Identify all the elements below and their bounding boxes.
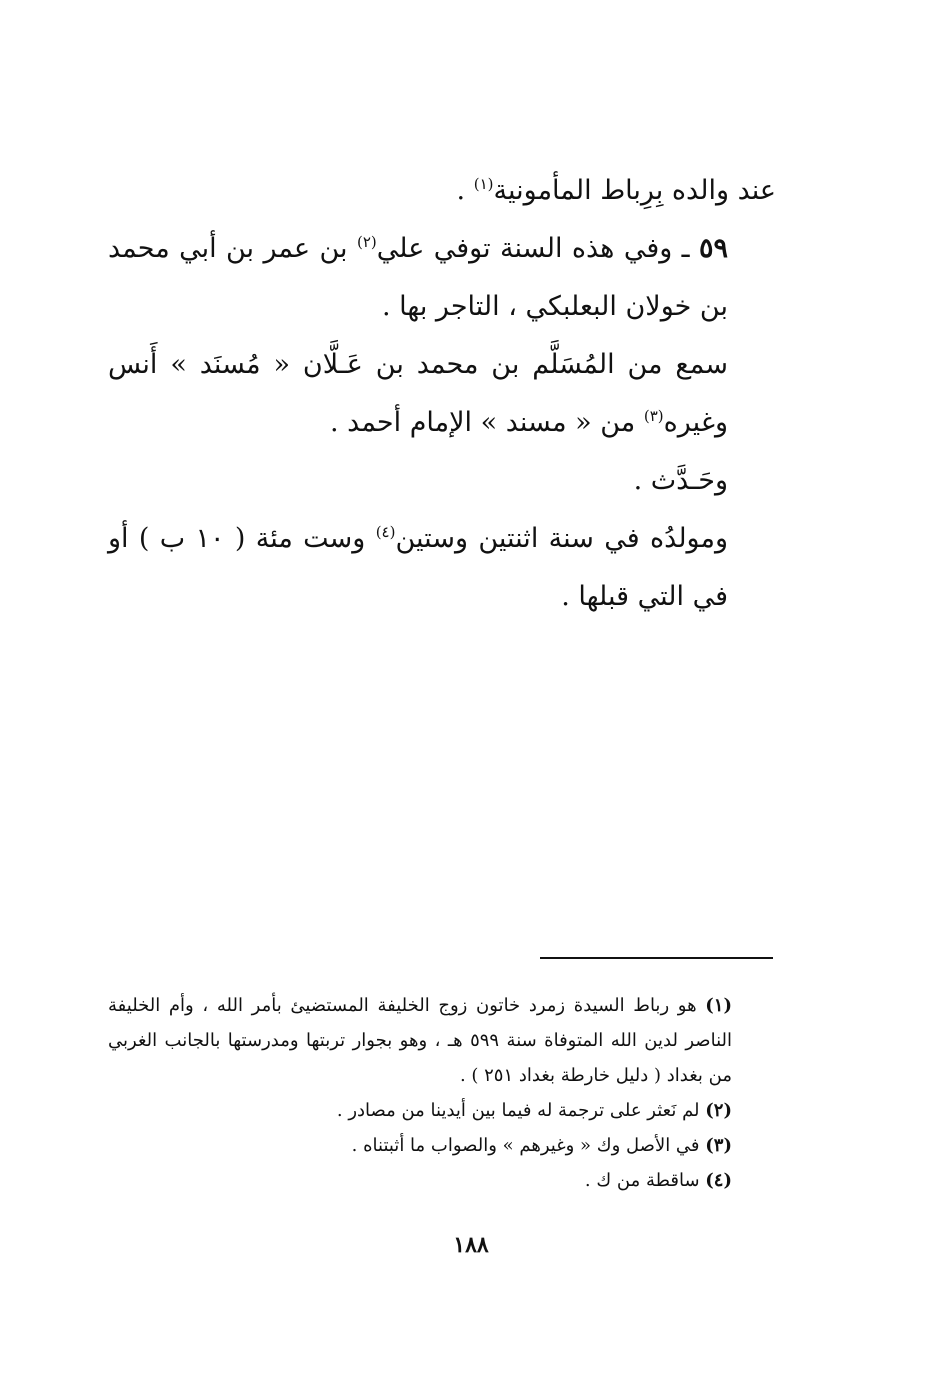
footnote-1 xyxy=(108,988,776,1093)
sami-paragraph xyxy=(108,336,776,452)
haddath-paragraph xyxy=(108,452,776,510)
mawlid-text-part2: وست مئة ( ١٠ ب ) أو في التي قبلها . xyxy=(108,523,728,612)
mawlid-paragraph xyxy=(108,510,776,626)
entry-text-part2: بن عمر بن أبي محمد بن خولان البعلبكي ، التاجر بها . xyxy=(108,233,728,322)
intro-end: . xyxy=(456,175,474,206)
entry-text-part1: ـ وفي هذه السنة توفي علي xyxy=(376,233,699,264)
footnote-4 xyxy=(108,1163,776,1198)
page-number: ١٨٨ xyxy=(453,1232,489,1258)
footnote-3-text: في الأصل وك « وغيرهم » والصواب ما أثبتناه . xyxy=(351,1135,706,1156)
footnote-2 xyxy=(108,1093,776,1128)
sami-text-part1: سمع من المُسَلَّم بن محمد بن عَـلَّان « مُسنَد » أَنس وغيره xyxy=(108,349,728,438)
footnote-divider xyxy=(540,957,773,959)
main-text xyxy=(108,162,776,626)
intro-paragraph xyxy=(108,162,776,220)
footnotes-section xyxy=(108,988,776,1198)
intro-line: عند والده بِرِباط المأمونية xyxy=(493,175,776,206)
footnote-2-text: لم نَعثر على ترجمة له فيما بين أيدينا من مصادر . xyxy=(336,1100,706,1121)
entry-paragraph xyxy=(108,220,776,336)
haddath-text: وحَـدَّث . xyxy=(633,465,728,496)
footnote-ref-1: (١) xyxy=(473,175,494,193)
footnote-3 xyxy=(108,1128,776,1163)
footnote-ref-3: (٣) xyxy=(643,407,664,425)
footnote-1-number: (١) xyxy=(705,995,732,1016)
footnote-ref-2: (٢) xyxy=(356,233,377,251)
footnote-1-text: هو رباط السيدة زمرد خاتون زوج الخليفة المستضيئ بأمر الله ، وأم الخليفة الناصر لدين الله المتوفاة سنة ٥٩٩ هـ ، وهو بجوار تربتها ومدرستها بالجانب الغربي من بغداد ( دليل خارطة بغداد ٢٥١ ) . xyxy=(108,995,732,1086)
footnote-2-number: (٢) xyxy=(705,1100,732,1121)
entry-number: ٥٩ xyxy=(699,233,729,264)
footnote-ref-4: (٤) xyxy=(375,523,396,541)
mawlid-text-part1: ومولدُه في سنة اثنتين وستين xyxy=(395,523,728,554)
footnote-3-number: (٣) xyxy=(705,1135,732,1156)
sami-text-part2: من « مسند » الإمام أحمد . xyxy=(329,407,644,438)
footnote-4-text: ساقطة من ك . xyxy=(584,1170,706,1191)
footnote-4-number: (٤) xyxy=(705,1170,732,1191)
